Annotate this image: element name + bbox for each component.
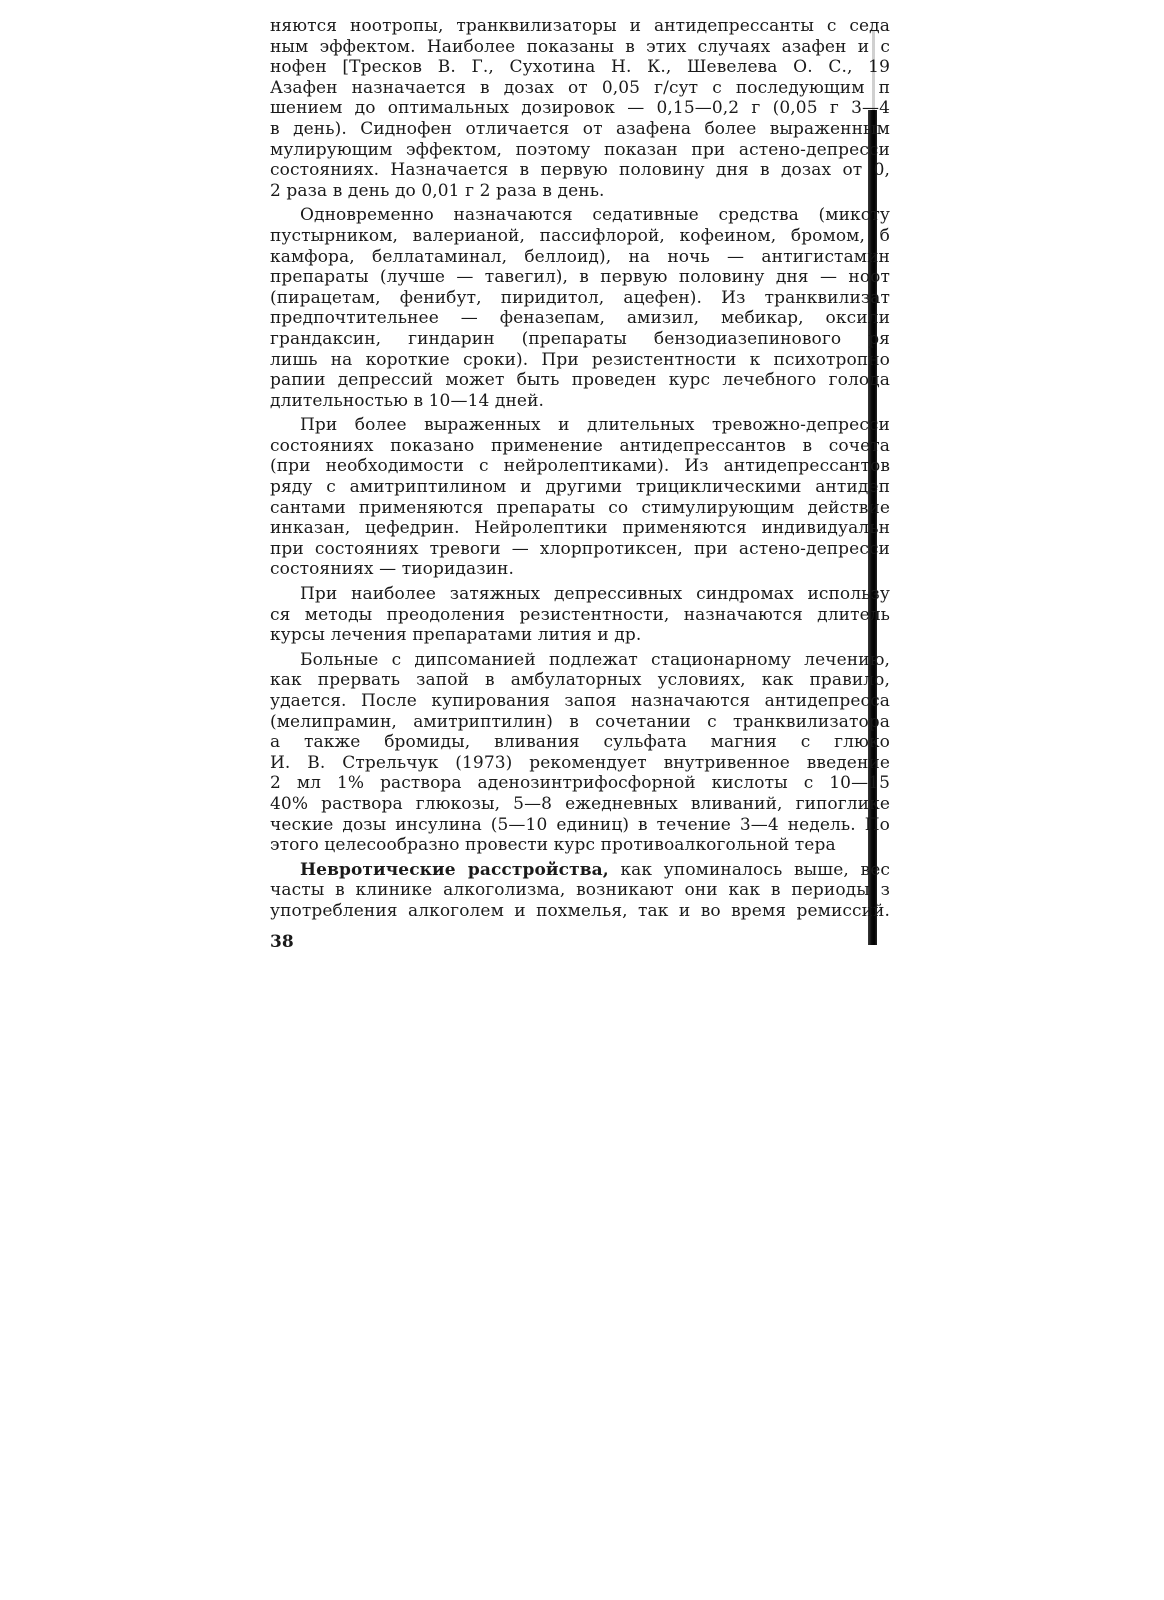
text-line: Азафен назначается в дозах от 0,05 г/сут с последующим п (270, 77, 890, 98)
text-line: предпочтительнее — феназепам, амизил, мебикар, оксили (270, 308, 890, 329)
final-paragraph-line: часты в клинике алкоголизма, возникают они как в периоды з (270, 880, 890, 901)
text-line: шением до оптимальных дозировок — 0,15—0,2 г (0,05 г 3—4 (270, 98, 890, 119)
text-line: ческие дозы инсулина (5—10 единиц) в течение 3—4 недель. По (270, 814, 890, 835)
text-lines (270, 16, 890, 856)
final-paragraph-first-line (270, 860, 890, 881)
text-line: 40% раствора глюкозы, 5—8 ежедневных вливаний, гипоглике (270, 793, 890, 814)
text-line: сантами применяются препараты со стимулирующим действие (270, 497, 890, 518)
text-line: И. В. Стрельчук (1973) рекомендует внутривенное введение (270, 752, 890, 773)
text-line: при состояниях тревоги — хлорпротиксен, при астено-депресси (270, 538, 890, 559)
text-line: как прервать запой в амбулаторных условиях, как правило, (270, 670, 890, 691)
text-line: препараты (лучше — тавегил), в первую половину дня — ноот (270, 267, 890, 288)
text-line: состояниях показано применение антидепрессантов в сочета (270, 435, 890, 456)
text-line: (пирацетам, фенибут, пиридитол, ацефен). Из транквилизат (270, 287, 890, 308)
text-line: а также бромиды, вливания сульфата магния с глюко (270, 732, 890, 753)
text-line: (мелипрамин, амитриптилин) в сочетании с транквилизатора (270, 711, 890, 732)
text-line: инказан, цефедрин. Нейролептики применяются индивидуальн (270, 518, 890, 539)
text-line: удается. После купирования запоя назначаются антидепресса (270, 691, 890, 711)
text-line: лишь на короткие сроки). При резистентности к психотропно (270, 349, 890, 370)
text-line: При наиболее затяжных депрессивных синдромах использу (300, 584, 890, 605)
final-paragraph (270, 860, 890, 922)
text-line: рапии депрессий может быть проведен курс лечебного голода (270, 370, 890, 391)
text-line: этого целесообразно провести курс противоалкогольной тера (270, 835, 836, 856)
page-number: 38 (270, 932, 294, 952)
text-line: Больные с дипсоманией подлежат стационарному лечению, (300, 649, 890, 670)
section-heading-inline: Невротические расстройства, (300, 859, 609, 880)
text-line: 2 мл 1% раствора аденозинтрифосфорной кислоты с 10—15 (270, 773, 890, 794)
text-line: мулирующим эффектом, поэтому показан при астено-депресси (270, 139, 890, 160)
text-line: камфора, беллатаминал, беллоид), на ночь — антигистамин (270, 246, 890, 267)
final-paragraph-line: употребления алкоголем и похмелья, так и во время ремиссий. (270, 900, 890, 921)
text-line: ным эффектом. Наиболее показаны в этих случаях азафен и с (270, 36, 890, 57)
text-line: ряду с амитриптилином и другими трициклическими антидеп (270, 477, 890, 498)
text-line: При более выраженных и длительных тревожно-депресси (300, 415, 890, 436)
text-line: состояниях — тиоридазин. (270, 559, 514, 580)
text-line: длительностью в 10—14 дней. (270, 390, 545, 411)
text-line: ся методы преодоления резистентности, назначаются длитель (270, 604, 890, 625)
text-line: состояниях. Назначается в первую половину дня в дозах от 0, (270, 160, 890, 181)
final-paragraph-first-line-rest: как упоминалось выше, вес (608, 859, 890, 880)
text-line: грандаксин, гиндарин (препараты бензодиазепинового ря (270, 328, 890, 349)
text-line: в день). Сиднофен отличается от азафена более выраженным (270, 118, 890, 139)
text-line: Одновременно назначаются седативные средства (миксту (300, 205, 890, 226)
text-line: курсы лечения препаратами лития и др. (270, 625, 642, 646)
text-line: няются ноотропы, транквилизаторы и антидепрессанты с седа (270, 16, 890, 36)
text-line: нофен [Тресков В. Г., Сухотина Н. К., Шевелева О. С., 19 (270, 57, 890, 78)
text-line: пустырником, валерианой, пассифлорой, кофеином, бромом, б (270, 225, 890, 246)
text-line: (при необходимости с нейролептиками). Из антидепрессантов (270, 456, 890, 477)
body-text-column (270, 16, 890, 922)
text-line: 2 раза в день до 0,01 г 2 раза в день. (270, 180, 605, 201)
